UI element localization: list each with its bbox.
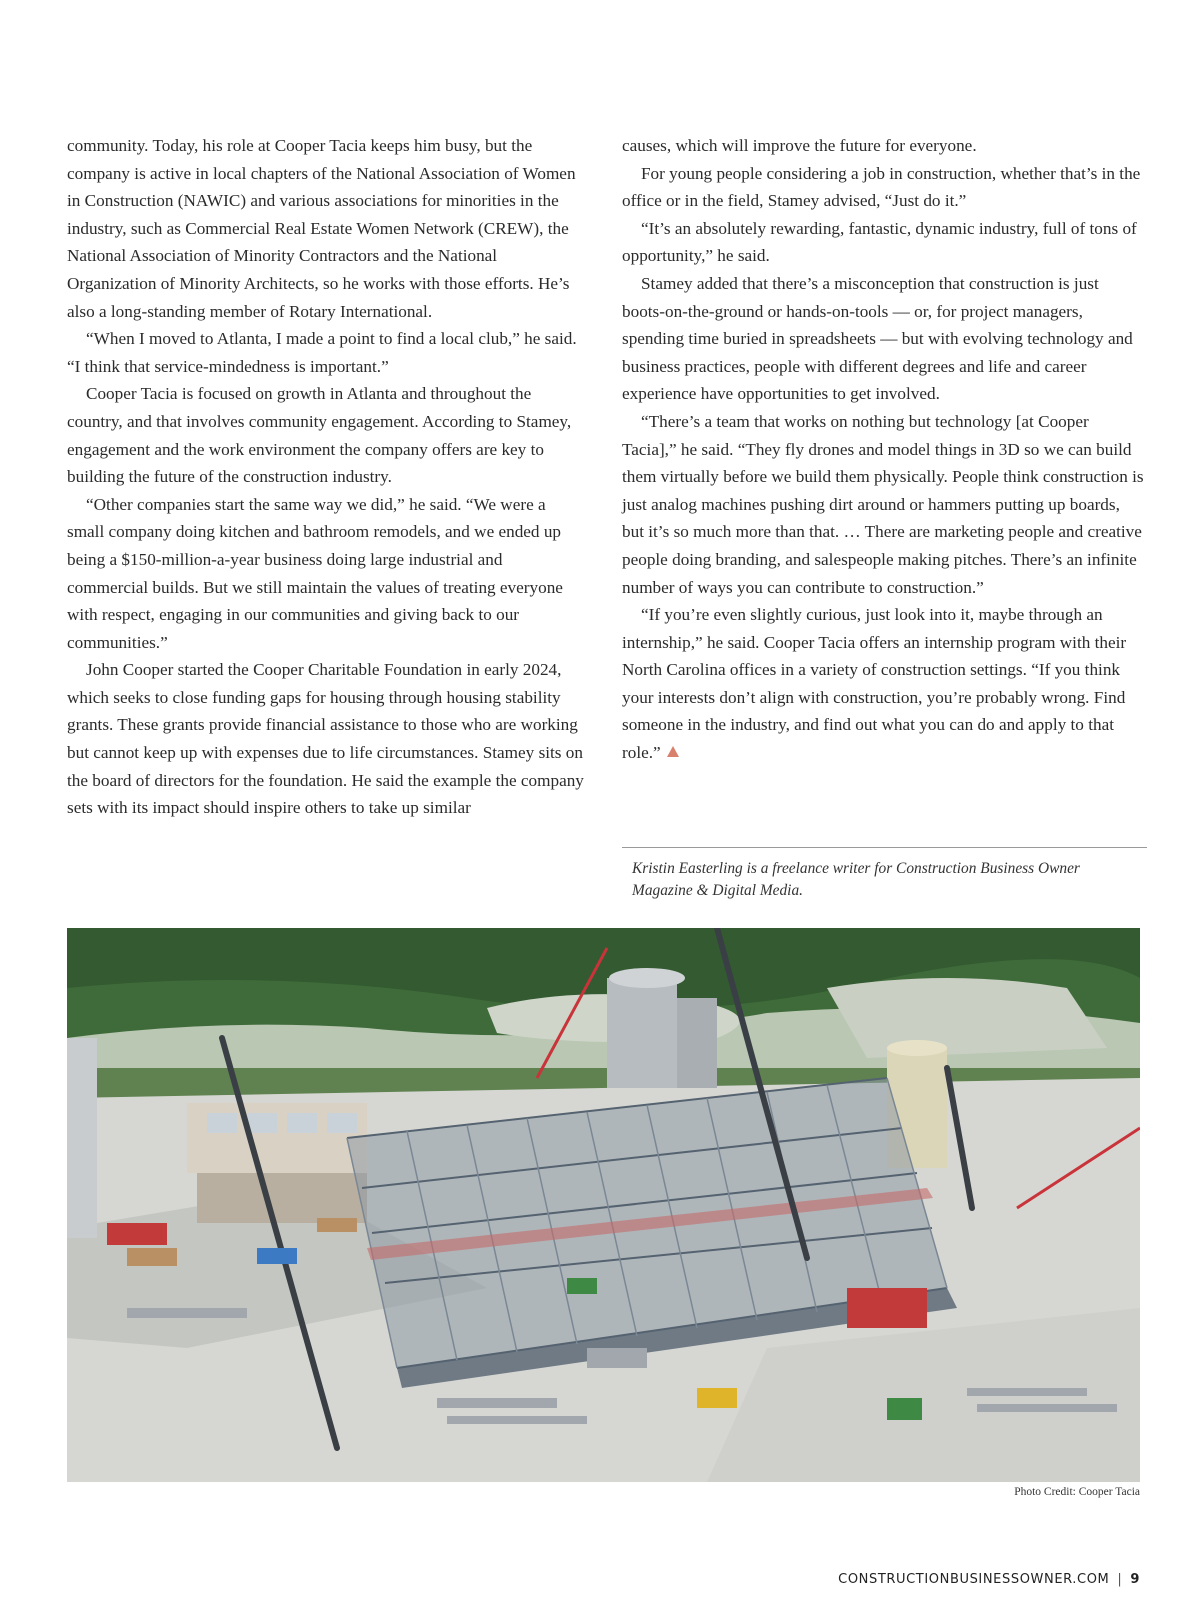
article-paragraph: John Cooper started the Cooper Charitable Foundation in early 2024, which seeks to close funding gaps for housing through housing stability grants. These grants provide financial assistance to those who are working but cannot keep up with expenses due to life circumstances. Stamey sits on the board of directors for the foundation. He said the example the company sets with its impact should inspire others to take up similar — [67, 660, 584, 818]
construction-site-photo — [67, 928, 1140, 1482]
article-paragraph: Stamey added that there’s a misconception that construction is just boots-on-the-ground or hands-on-tools — or, for project managers, spending time buried in spreadsheets — but with evolving technology and business practices, people with different degrees and life and career experience have opportunities to get involved. — [622, 273, 1133, 404]
article-paragraph: “When I moved to Atlanta, I made a point to find a local club,” he said. “I think that service-mindedness is important.” — [67, 329, 577, 376]
article-paragraph: causes, which will improve the future for everyone. — [622, 136, 977, 155]
photo-credit: Photo Credit: Cooper Tacia — [1014, 1486, 1140, 1498]
article-paragraph: “Other companies start the same way we did,” he said. “We were a small company doing kitchen and bathroom remodels, and we ended up being a $150-million-a-year business doing large industrial and commercial builds. But we still maintain the values of treating everyone with respect, engaging in our communities and giving back to our communities.” — [67, 494, 563, 652]
article-paragraph: “There’s a team that works on nothing but technology [at Cooper Tacia],” he said. “They fly drones and model things in 3D so we can build them virtually before we build them physically. People think construction is just analog machines pushing dirt around or hammers putting up boards, but it’s so much more than that. … There are marketing people and creative people doing branding, and salespeople making pitches. There’s an infinite number of ways you can contribute to construction.” — [622, 411, 1144, 597]
article-right-column — [622, 132, 1144, 767]
author-bio: Kristin Easterling is a freelance writer for Construction Business Owner Magazine & Digital Media. — [632, 860, 1080, 899]
page-footer — [838, 1572, 1140, 1587]
article-paragraph: community. Today, his role at Cooper Tacia keeps him busy, but the company is active in local chapters of the National Association of Women in Construction (NAWIC) and various associations for minorities in the industry, such as Commercial Real Estate Women Network (CREW), the National Association of Minority Contractors and the National Organization of Minority Architects, so he works with those efforts. He’s also a long-standing member of Rotary International. — [67, 136, 576, 321]
article-left-column — [67, 132, 587, 822]
article-paragraph: Cooper Tacia is focused on growth in Atlanta and throughout the country, and that involves community engagement. According to Stamey, engagement and the work environment the company offers are key to building the future of the construction industry. — [67, 384, 572, 487]
article-paragraph: For young people considering a job in construction, whether that’s in the office or in the field, Stamey advised, “Just do it.” — [622, 163, 1141, 211]
end-of-article-icon — [667, 746, 679, 757]
author-bio-divider — [622, 847, 1147, 848]
footer-site-name: CONSTRUCTIONBUSINESSOWNER.COM — [838, 1572, 1110, 1587]
article-paragraph-last — [622, 601, 1144, 767]
footer-separator: | — [1117, 1572, 1123, 1587]
article-paragraph: “It’s an absolutely rewarding, fantastic, dynamic industry, full of tons of opportunity,” he said. — [622, 218, 1137, 266]
page-number: 9 — [1130, 1572, 1140, 1587]
article-paragraph-text: “If you’re even slightly curious, just look into it, maybe through an internship,” he said. Cooper Tacia offers an internship program with their North Carolina offices in a variety of construction settings. “If you think your interests don’t align with construction, you’re probably wrong. Find someone in the industry, and find out what you can do and apply to that role.” — [622, 605, 1127, 763]
